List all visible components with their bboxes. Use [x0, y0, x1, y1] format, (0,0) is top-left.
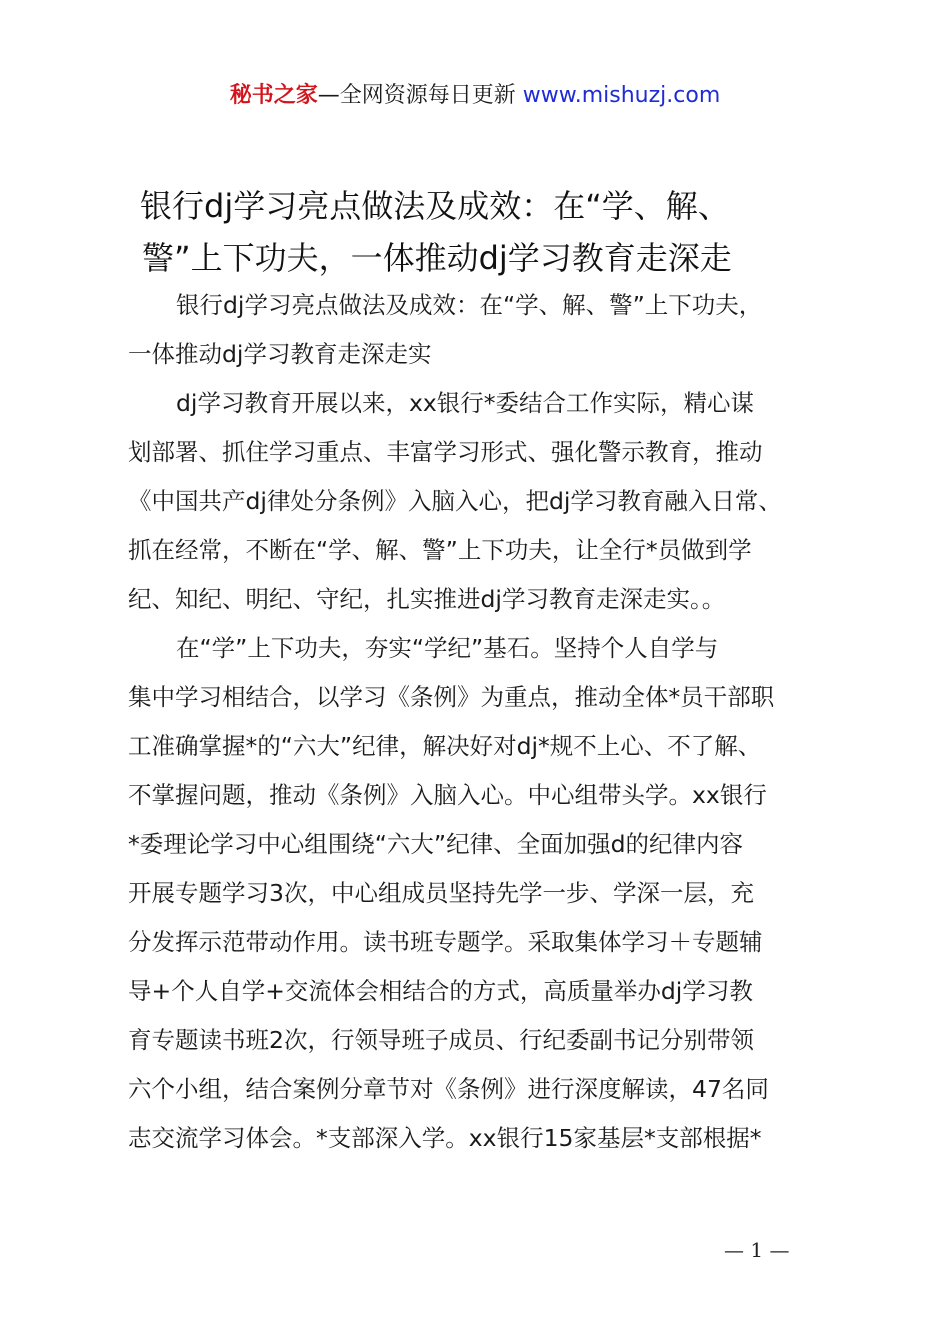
site-url-link[interactable]: www.mishuzj.com — [522, 83, 721, 108]
paragraph-line: 六个小组，结合案例分章节对《条例》进行深度解读，47名同 — [128, 1075, 769, 1103]
page-number: — 1 — — [724, 1238, 790, 1262]
paragraph-line: 不掌握问题，推动《条例》入脑入心。中心组带头学。xx银行 — [128, 781, 767, 809]
paragraph-line: 在“学”上下功夫，夯实“学纪”基石。坚持个人自学与 — [176, 634, 719, 662]
paragraph — [128, 281, 848, 379]
site-brand: 秘书之家 — [229, 83, 318, 108]
paragraph-line: 开展专题学习3次，中心组成员坚持先学一步、学深一层，充 — [128, 879, 754, 907]
paragraph-line: 育专题读书班2次，行领导班子成员、行纪委副书记分别带领 — [128, 1026, 754, 1054]
paragraph-line: 抓在经常，不断在“学、解、警”上下功夫，让全行*员做到学 — [128, 536, 752, 564]
paragraph-line: 导+个人自学+交流体会相结合的方式，高质量举办dj学习教 — [128, 977, 753, 1005]
paragraph-line: 志交流学习体会。*支部深入学。xx银行15家基层*支部根据* — [128, 1124, 762, 1152]
paragraph-line: *委理论学习中心组围绕“六大”纪律、全面加强d的纪律内容 — [128, 830, 744, 858]
title-line: 银行dj学习亮点做法及成效：在“学、解、 — [140, 187, 730, 225]
site-header — [0, 80, 950, 112]
paragraph-line: 纪、知纪、明纪、守纪，扎实推进dj学习教育走深走实。。 — [128, 585, 726, 613]
paragraph-line: 《中国共产dj律处分条例》入脑入心，把dj学习教育融入日常、 — [128, 487, 782, 515]
paragraph-line: 一体推动dj学习教育走深走实 — [128, 340, 432, 368]
site-slogan: —全网资源每日更新 — [317, 83, 523, 108]
paragraph-line: 银行dj学习亮点做法及成效：在“学、解、警”上下功夫， — [176, 291, 763, 319]
document-title — [128, 180, 833, 284]
document-body — [128, 281, 848, 1163]
paragraph — [128, 624, 848, 1163]
paragraph-line: 工准确掌握*的“六大”纪律，解决好对dj*规不上心、不了解、 — [128, 732, 762, 760]
paragraph-line: 划部署、抓住学习重点、丰富学习形式、强化警示教育，推动 — [128, 438, 763, 466]
title-line: 警”上下功夫，一体推动dj学习教育走深走 — [142, 239, 732, 277]
paragraph-line: 分发挥示范带动作用。读书班专题学。采取集体学习＋专题辅 — [128, 928, 763, 956]
paragraph-line: dj学习教育开展以来，xx银行*委结合工作实际，精心谋 — [176, 389, 755, 417]
paragraph — [128, 379, 848, 624]
paragraph-line: 集中学习相结合，以学习《条例》为重点，推动全体*员干部职 — [128, 683, 775, 711]
